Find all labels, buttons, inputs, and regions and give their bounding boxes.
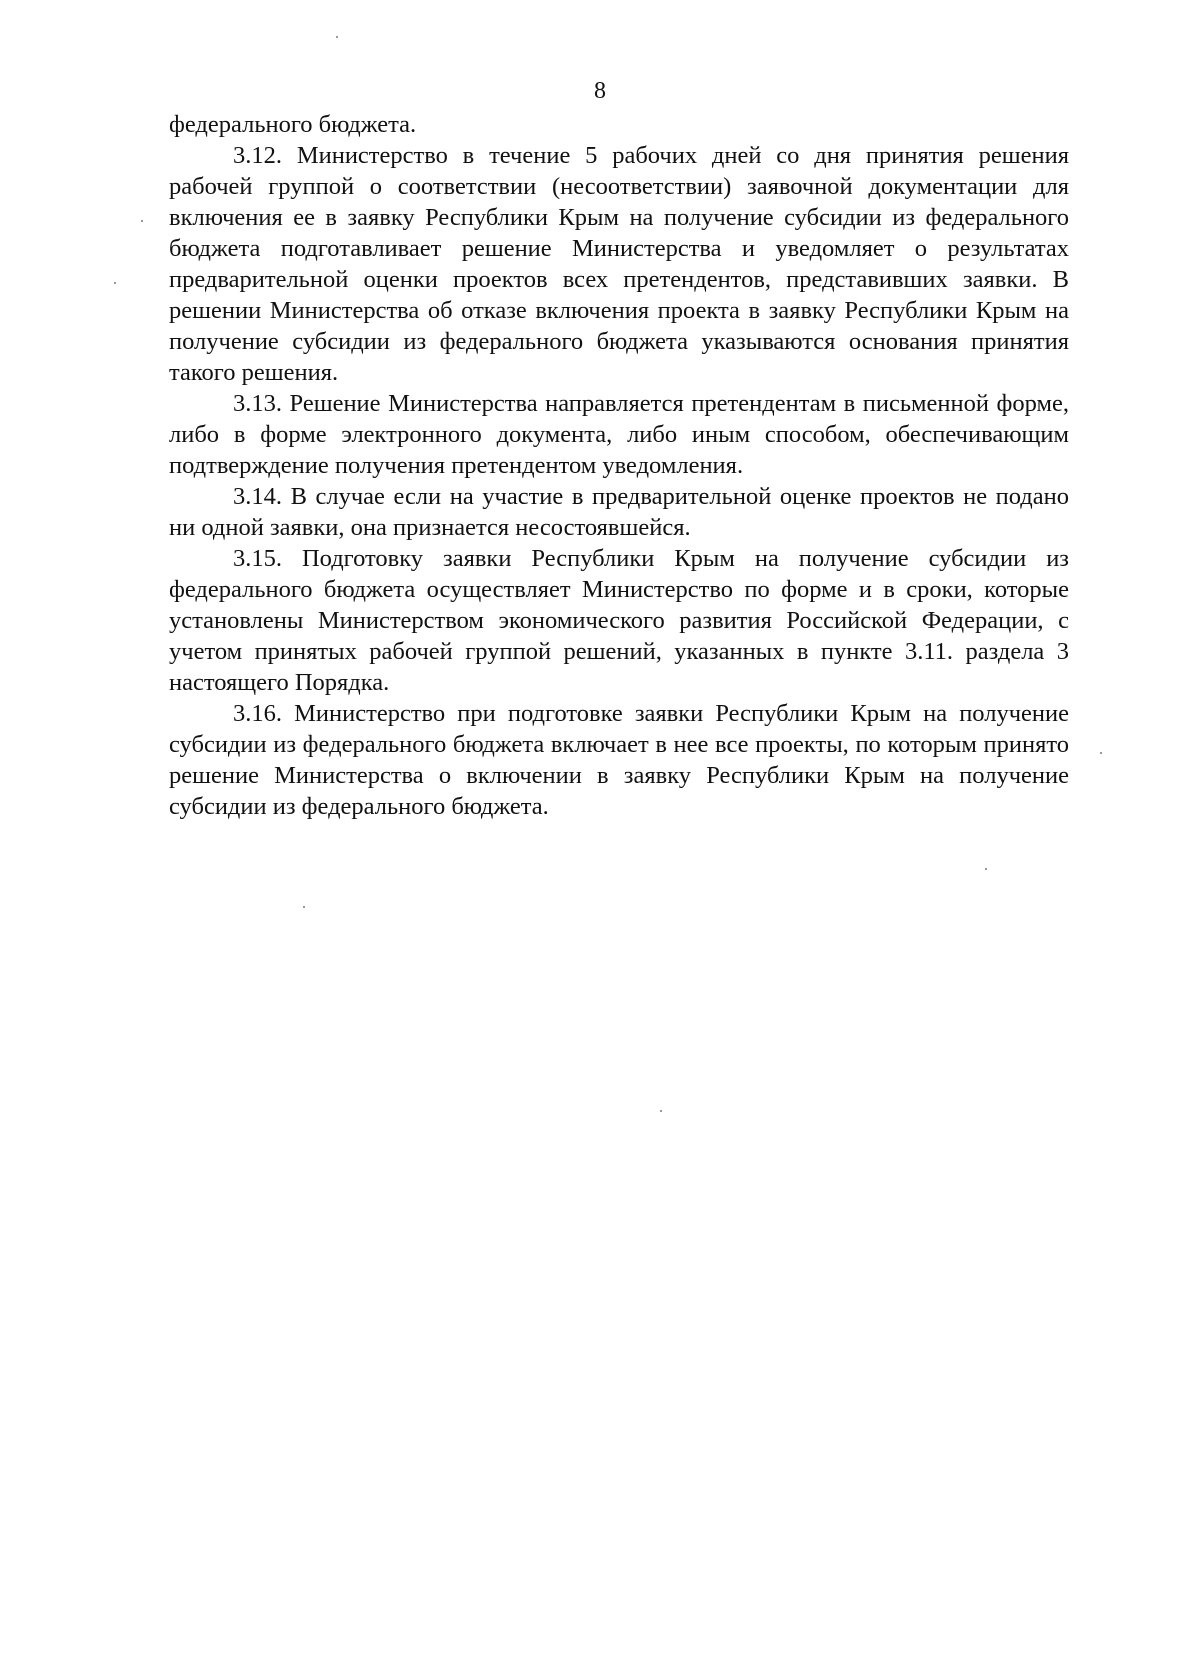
paragraph-3-13: 3.13. Решение Министерства направляется претендентам в письменной форме, либо в форме электронного документа, либо иным способом, обеспечивающим подтверждение получения претендентом уведомления. [169,390,1069,479]
paragraph-3-14: 3.14. В случае если на участие в предварительной оценке проектов не подано ни одной заявки, она признается несостоявшейся. [169,483,1069,541]
page-number: 8 [594,78,606,104]
paragraph-3-12: 3.12. Министерство в течение 5 рабочих дней со дня принятия решения рабочей группой о соответствии (несоответствии) заявочной документации для включения ее в заявку Республики Крым на получение субсидии из федерального бюджета подготавливает решение Министерства и уведомляет о результатах предварительной оценки проектов всех претендентов, представивших заявки. В решении Министерства об отказе включения проекта в заявку Республики Крым на получение субсидии из федерального бюджета указываются основания принятия такого решения. [169,142,1069,386]
paragraph-3-16: 3.16. Министерство при подготовке заявки Республики Крым на получение субсидии из федерального бюджета включает в нее все проекты, по которым принято решение Министерства о включении в заявку Республики Крым на получение субсидии из федерального бюджета. [169,700,1069,820]
scan-speck [660,1110,662,1112]
scan-speck [114,282,116,284]
scan-speck [141,220,143,222]
scan-speck [303,906,305,908]
paragraph-3-15: 3.15. Подготовку заявки Республики Крым на получение субсидии из федерального бюджета осуществляет Министерство по форме и в сроки, которые установлены Министерством экономического развития Российской Федерации, с учетом принятых рабочей группой решений, указанных в пункте 3.11. раздела 3 настоящего Порядка. [169,545,1069,696]
scan-speck [336,36,338,38]
scan-speck [1100,752,1102,754]
continuation-line: федерального бюджета. [169,111,417,138]
document-body [169,109,1069,822]
scan-speck [985,868,987,870]
